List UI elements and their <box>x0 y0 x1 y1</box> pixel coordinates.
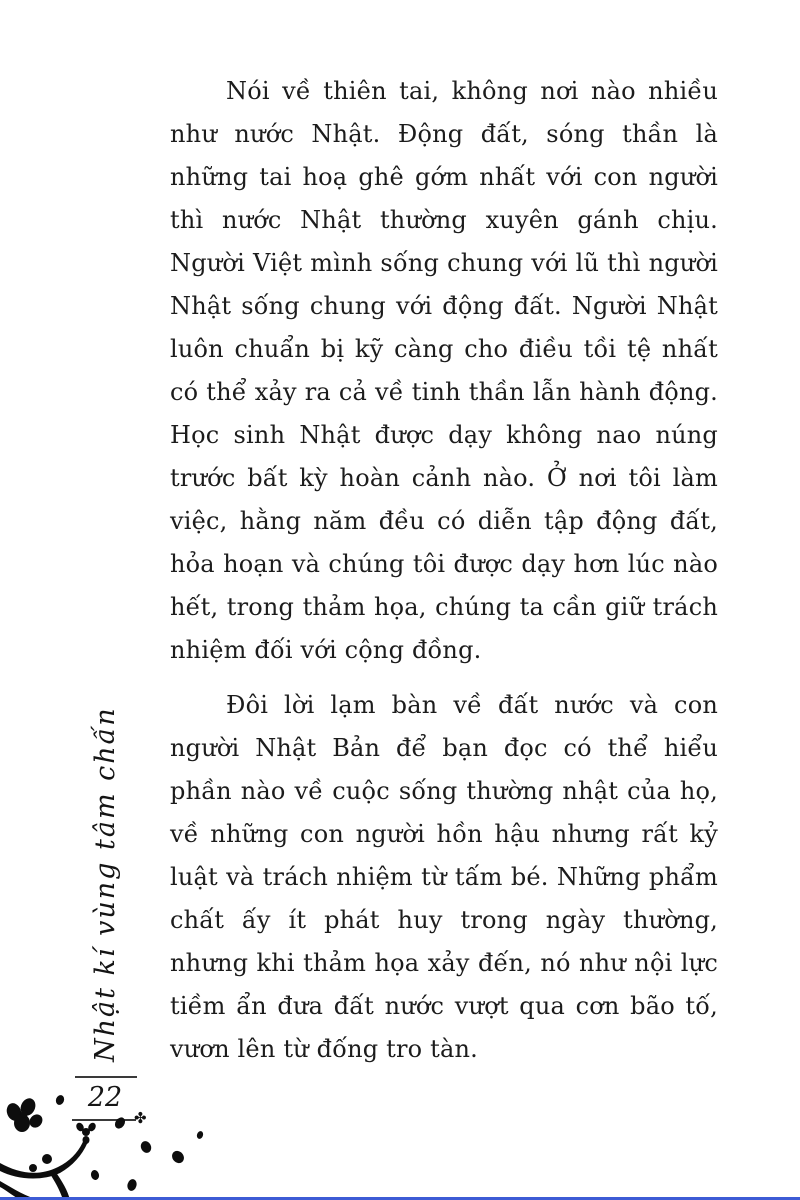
blossom-branch-ornament <box>0 1085 300 1200</box>
spine-title: Nhật kí vùng tâm chấn <box>90 706 121 1062</box>
body-paragraph: Nói về thiên tai, không nơi nào nhiều như nước Nhật. Động đất, sóng thần là những tai hoạ ghê gớm nhất với con người thì nước Nhật thường xuyên gánh chịu. Người Việt mình sống chung với lũ thì người Nhật sống chung với động đất. Người Nhật luôn chuẩn bị kỹ càng cho điều tồi tệ nhất có thể xảy ra cả về tinh thần lẫn hành động. Học sinh Nhật được dạy không nao núng trước bất kỳ hoàn cảnh nào. Ở nơi tôi làm việc, hằng năm đều có diễn tập động đất, hỏa hoạn và chúng tôi được dạy hơn lúc nào hết, trong thảm họa, chúng ta cần giữ trách nhiệm đối với cộng đồng. <box>170 77 718 664</box>
page-number: 22 <box>87 1082 123 1113</box>
page-text <box>170 70 718 1083</box>
page-number-rule-top <box>75 1076 137 1078</box>
flower-icon: ✤ <box>134 1109 147 1127</box>
body-paragraph: Đôi lời lạm bàn về đất nước và con người Nhật Bản để bạn đọc có thể hiểu phần nào về cuộc sống thường nhật của họ, về những con người hồn hậu nhưng rất kỷ luật và trách nhiệm từ tấm bé. Những phẩm chất ấy ít phát huy trong ngày thường, nhưng khi thảm họa xảy đến, nó như nội lực tiềm ẩn đưa đất nước vượt qua cơn bão tố, vươn lên từ đống tro tàn. <box>170 691 718 1063</box>
